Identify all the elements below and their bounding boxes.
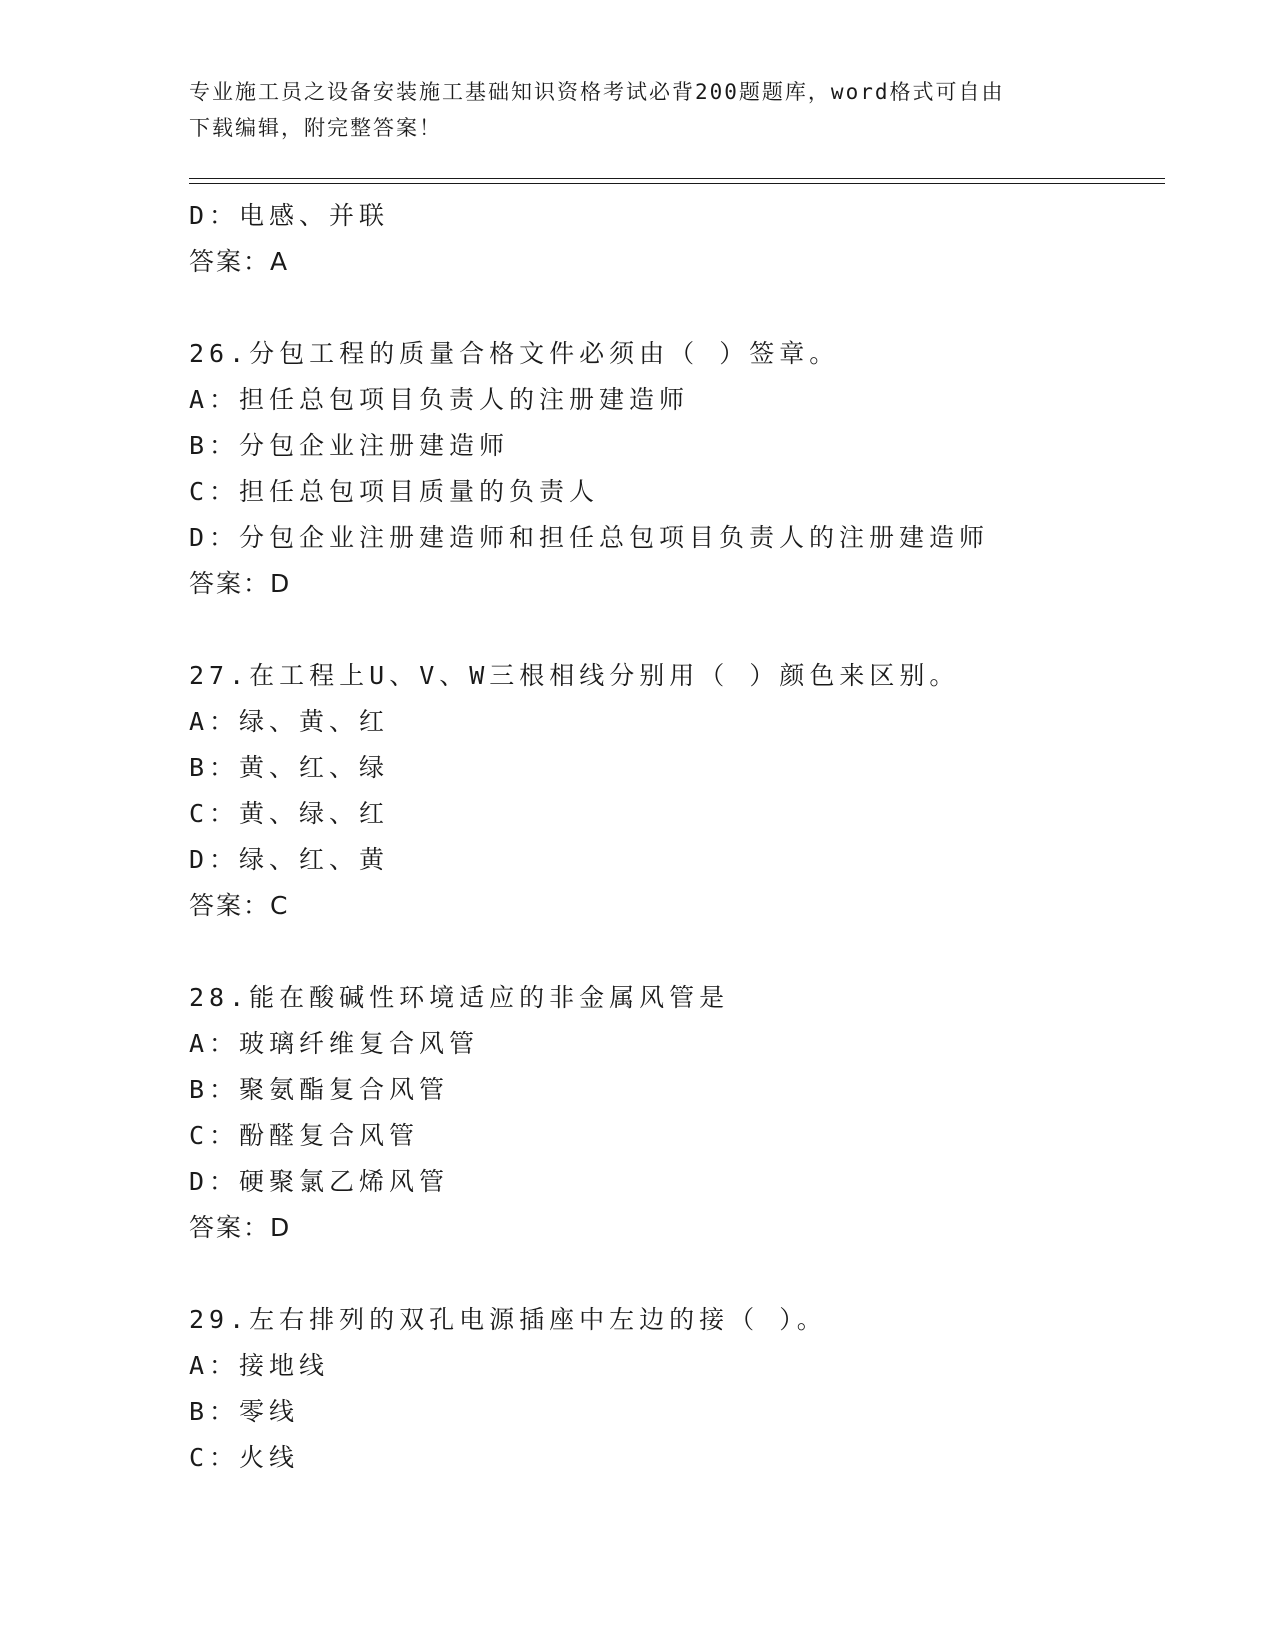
question-block-26 (189, 331, 1169, 607)
question-stem: 29.左右排列的双孔电源插座中左边的接（ ）。 (189, 1305, 827, 1334)
answer-line: 答案：D (189, 1213, 292, 1242)
question-block-27 (189, 653, 1169, 929)
spacer (189, 607, 1169, 653)
question-list (189, 193, 1169, 1481)
option-c: C：酚醛复合风管 (189, 1121, 420, 1150)
answer-line: 答案：D (189, 569, 292, 598)
option-d: D：电感、并联 (189, 201, 390, 230)
question-block-28 (189, 975, 1169, 1251)
spacer (189, 929, 1169, 975)
option-b: B：黄、红、绿 (189, 753, 390, 782)
option-a: A：玻璃纤维复合风管 (189, 1029, 480, 1058)
document-header (189, 74, 1089, 146)
header-line-2: 下载编辑，附完整答案！ (189, 116, 442, 140)
option-b: B：分包企业注册建造师 (189, 431, 510, 460)
option-d: D：绿、红、黄 (189, 845, 390, 874)
header-divider-bottom (189, 183, 1165, 184)
header-line-1: 专业施工员之设备安装施工基础知识资格考试必背200题题库，word格式可自由 (189, 80, 1005, 104)
option-d: D：分包企业注册建造师和担任总包项目负责人的注册建造师 (189, 523, 990, 552)
question-stem: 26.分包工程的质量合格文件必须由（ ）签章。 (189, 339, 840, 368)
option-d: D：硬聚氯乙烯风管 (189, 1167, 450, 1196)
question-stem: 27.在工程上U、V、W三根相线分别用（ ）颜色来区别。 (189, 661, 960, 690)
spacer (189, 1251, 1169, 1297)
option-b: B：零线 (189, 1397, 300, 1426)
option-a: A：担任总包项目负责人的注册建造师 (189, 385, 690, 414)
option-c: C：火线 (189, 1443, 300, 1472)
option-a: A：接地线 (189, 1351, 330, 1380)
answer-line: 答案：A (189, 247, 290, 276)
option-c: C：黄、绿、红 (189, 799, 390, 828)
header-divider-top (189, 178, 1165, 179)
question-stem: 28.能在酸碱性环境适应的非金属风管是 (189, 983, 730, 1012)
option-b: B：聚氨酯复合风管 (189, 1075, 450, 1104)
question-block-29 (189, 1297, 1169, 1481)
option-a: A：绿、黄、红 (189, 707, 390, 736)
option-c: C：担任总包项目质量的负责人 (189, 477, 600, 506)
spacer (189, 285, 1169, 331)
answer-line: 答案：C (189, 891, 290, 920)
question-block-25-tail (189, 193, 1169, 285)
